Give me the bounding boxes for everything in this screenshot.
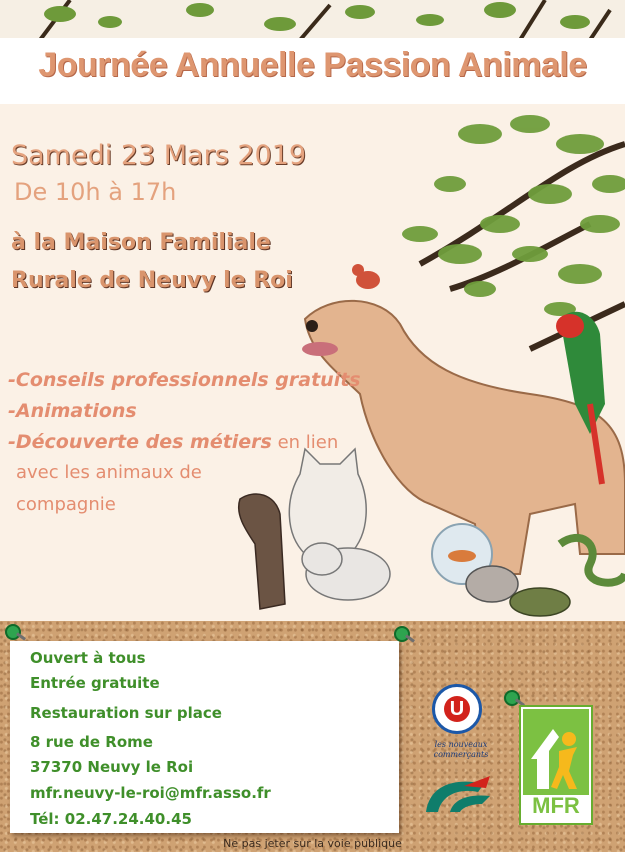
- activity-careers-plain: en lien: [271, 432, 339, 453]
- push-pin-icon: [5, 624, 21, 640]
- u-logo-letter: U: [444, 696, 470, 722]
- push-pin-icon: [394, 626, 410, 642]
- info-city: 37370 Neuvy le Roi: [30, 758, 194, 776]
- info-email[interactable]: mfr.neuvy-le-roi@mfr.asso.fr: [30, 784, 271, 802]
- activity-advice: -Conseils professionnels gratuits: [8, 369, 361, 391]
- mfr-logo-graphic: [523, 709, 589, 795]
- info-open: Ouvert à tous: [30, 649, 146, 667]
- page-title: Journée Annuelle Passion Animale: [38, 46, 587, 84]
- activity-careers-bold: -Découverte des métiers: [8, 431, 272, 453]
- mfr-logo-text: MFR: [532, 793, 580, 818]
- top-foliage: [0, 0, 625, 40]
- push-pin-icon: [504, 690, 520, 706]
- animals-illustration: [230, 104, 625, 624]
- activity-careers: [8, 431, 338, 453]
- info-street: 8 rue de Rome: [30, 733, 153, 751]
- u-logo-tagline: les nouveaux commerçants: [433, 740, 489, 759]
- activity-careers-cont2: compagnie: [16, 494, 116, 515]
- event-venue-line1: à la Maison Familiale: [11, 230, 271, 255]
- event-hours: De 10h à 17h: [14, 178, 177, 206]
- u-logo: [432, 684, 482, 734]
- event-venue-line2: Rurale de Neuvy le Roi: [11, 268, 293, 293]
- activity-careers-cont1: avec les animaux de: [16, 462, 202, 483]
- credit-agricole-logo: [420, 772, 494, 820]
- activity-animations: -Animations: [8, 400, 137, 422]
- footer-notice: Ne pas jeter sur la voie publique: [223, 837, 402, 850]
- mfr-logo: [519, 705, 593, 825]
- info-food: Restauration sur place: [30, 704, 222, 722]
- event-date: Samedi 23 Mars 2019: [11, 140, 307, 171]
- info-phone[interactable]: Tél: 02.47.24.40.45: [30, 810, 192, 828]
- info-entry: Entrée gratuite: [30, 674, 160, 692]
